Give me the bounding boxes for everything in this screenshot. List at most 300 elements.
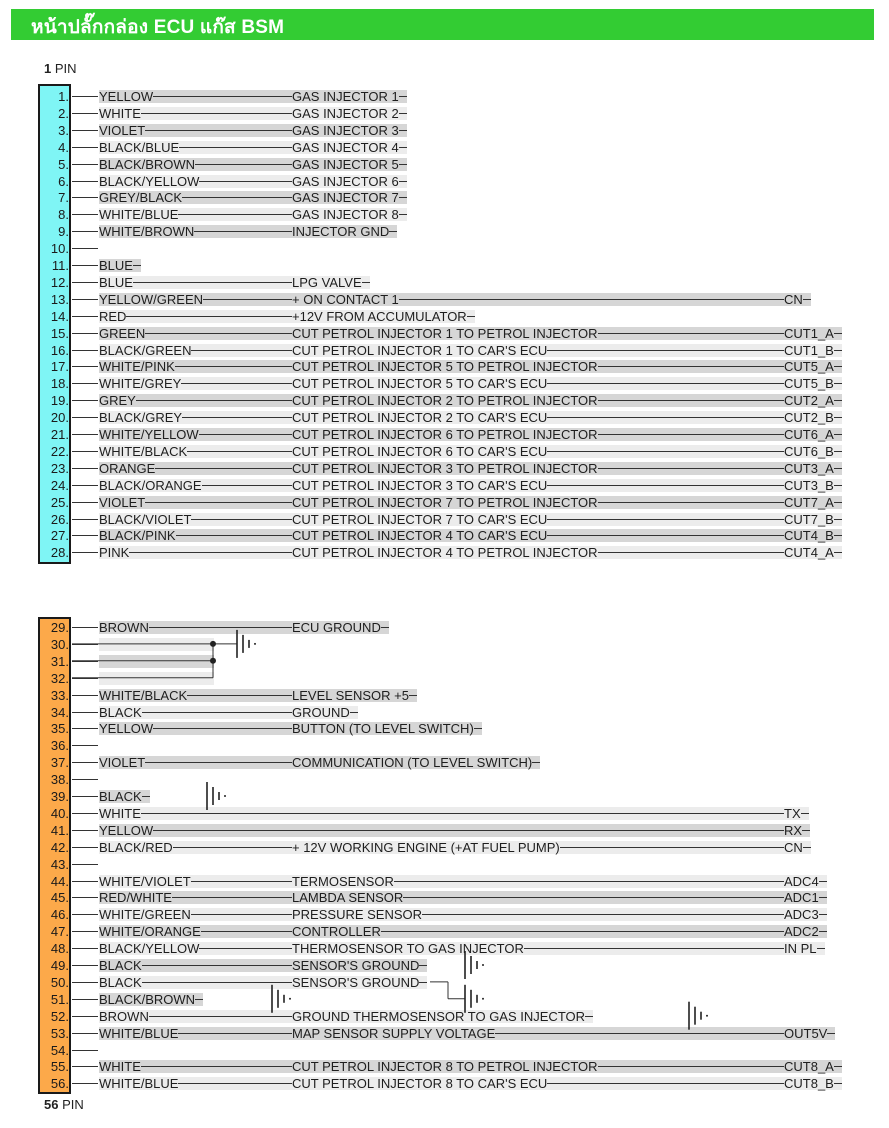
wire-color-label: BLACK [99, 974, 142, 990]
wire-color-label: BLACK/YELLOW [99, 941, 200, 957]
pin-function-label: CUT PETROL INJECTOR 3 TO PETROL INJECTOR [292, 460, 598, 476]
wire-line [399, 181, 407, 182]
pin-lead-line [72, 181, 98, 182]
wire-color-label: VIOLET [99, 755, 146, 771]
wire-color-label: YELLOW [99, 721, 154, 737]
wire-line [802, 830, 810, 831]
pin-lead-line [72, 728, 98, 729]
pin-number: 2. [58, 105, 69, 121]
wire-line [399, 96, 407, 97]
pin-lead-line [72, 451, 98, 452]
wire-line [817, 948, 825, 949]
pin-lead-line [72, 745, 98, 746]
pin-row [0, 544, 889, 561]
wire-line [129, 552, 292, 553]
wire-color-label: VIOLET [99, 122, 146, 138]
wire-color-label: WHITE/YELLOW [99, 427, 199, 442]
wire-line [467, 316, 475, 317]
pin-function-label: THERMOSENSOR TO GAS INJECTOR [292, 941, 524, 957]
wire-line [834, 350, 842, 351]
wire-line [199, 434, 292, 435]
pin-lead-line [72, 948, 98, 949]
wire-line [394, 881, 784, 882]
wire-color-label: BLACK/GREEN [99, 342, 192, 358]
pin-function-label: CUT PETROL INJECTOR 6 TO PETROL INJECTOR [292, 427, 598, 442]
wire-line [182, 417, 292, 418]
pin-lead-line [72, 1066, 98, 1067]
pin-row [0, 173, 889, 190]
pin-function-label: CUT PETROL INJECTOR 2 TO PETROL INJECTOR [292, 393, 598, 409]
wire-color-label: BLACK/VIOLET [99, 511, 192, 527]
pin-row [0, 240, 889, 257]
wire-line [819, 897, 827, 898]
pin-row [0, 1058, 889, 1075]
pin-function-label: LPG VALVE [292, 274, 362, 290]
wire-line [524, 948, 784, 949]
pin-row [0, 906, 889, 923]
wire-line [142, 796, 150, 797]
wire-color-label: BLUE [99, 274, 133, 290]
pin-row [0, 636, 889, 653]
pin-row [0, 460, 889, 477]
pin-row [0, 426, 889, 443]
pin-lead-line [72, 400, 98, 401]
pin-function-label: CUT PETROL INJECTOR 8 TO CAR'S ECU [292, 1076, 548, 1092]
wire-line [178, 1083, 292, 1084]
wire-color-label: BLACK/BROWN [99, 991, 196, 1007]
pin-number: 14. [50, 308, 69, 324]
pin-row [0, 223, 889, 240]
wire-color-label: WHITE [99, 105, 141, 121]
wire-line [133, 265, 141, 266]
pin-number: 56. [50, 1076, 69, 1092]
pin-number: 33. [50, 687, 69, 703]
wire-color-label: WHITE/VIOLET [99, 873, 191, 889]
pin-number: 37. [50, 755, 69, 771]
wire-line [142, 712, 292, 713]
pin-lead-line [72, 678, 98, 679]
pin-function-label: GAS INJECTOR 7 [292, 190, 399, 206]
signal-label: ADC3 [784, 907, 819, 923]
wire-line [187, 451, 292, 452]
pin-row [0, 443, 889, 460]
wire-color-label: WHITE/BLUE [99, 207, 179, 223]
pin-lead-line [72, 999, 98, 1000]
pin-lead-line [72, 502, 98, 503]
wire-color-label: GREEN [99, 325, 146, 341]
pin-function-label: TERMOSENSOR [292, 873, 394, 889]
wire-line [819, 931, 827, 932]
pin-row [0, 873, 889, 890]
wire-line [834, 434, 842, 435]
signal-label: TX [784, 805, 801, 821]
wire-color-label: BROWN [99, 1008, 149, 1024]
pin-lead-line [72, 982, 98, 983]
wire-line [182, 197, 292, 198]
wire-line [399, 214, 407, 215]
pin-number: 4. [58, 139, 69, 155]
wire-color-label: WHITE/GREY [99, 376, 182, 392]
pin-lead-line [72, 1050, 98, 1051]
wire-line [199, 181, 292, 182]
pin-number: 42. [50, 839, 69, 855]
pin-number: 17. [50, 359, 69, 375]
pin-row [0, 257, 889, 274]
wire-line [194, 231, 292, 232]
pin-function-label: GAS INJECTOR 3 [292, 122, 399, 138]
wire-line [191, 914, 292, 915]
row-highlight [99, 672, 214, 685]
wire-color-label: WHITE/PINK [99, 359, 175, 375]
wire-line [598, 434, 784, 435]
wire-color-label: WHITE/BLACK [99, 443, 188, 459]
wire-color-label: BLACK [99, 958, 142, 973]
wire-line [819, 881, 827, 882]
signal-label: RX [784, 822, 803, 838]
wire-line [474, 728, 482, 729]
pin-lead-line [72, 113, 98, 114]
pin-function-label: CUT PETROL INJECTOR 8 TO PETROL INJECTOR [292, 1059, 598, 1075]
pin-row [0, 189, 889, 206]
pin-number: 31. [50, 653, 69, 669]
wire-line [126, 316, 292, 317]
signal-label: CUT4_B [784, 528, 834, 544]
pin-row [0, 1008, 889, 1025]
pin-row [0, 974, 889, 991]
wire-line [145, 762, 292, 763]
wire-line [199, 948, 292, 949]
signal-label: CUT5_B [784, 376, 834, 392]
wire-line [142, 965, 292, 966]
pin-function-label: CUT PETROL INJECTOR 2 TO CAR'S ECU [292, 410, 548, 426]
pin-function-label: CUT PETROL INJECTOR 5 TO CAR'S ECU [292, 376, 548, 392]
wire-color-label: GREY/BLACK [99, 190, 183, 206]
pin-number: 5. [58, 156, 69, 172]
wire-line [834, 333, 842, 334]
wire-line [547, 519, 784, 520]
pin-lead-line [72, 830, 98, 831]
wire-line [547, 417, 784, 418]
pin-number: 36. [50, 738, 69, 754]
wire-line [409, 695, 417, 696]
signal-label: IN PL [784, 941, 817, 957]
wire-line [178, 214, 292, 215]
wire-line [181, 383, 292, 384]
wire-line [547, 1083, 784, 1084]
pin-function-label: BUTTON (TO LEVEL SWITCH) [292, 721, 474, 737]
pin-row [0, 991, 889, 1008]
wire-line [149, 1016, 292, 1017]
pin-row [0, 88, 889, 105]
pin-number: 39. [50, 789, 69, 804]
wire-line [834, 519, 842, 520]
pin-row [0, 477, 889, 494]
wire-line [399, 299, 784, 300]
wire-line [598, 400, 784, 401]
wire-line [834, 400, 842, 401]
pin-function-label: CUT PETROL INJECTOR 6 TO CAR'S ECU [292, 443, 548, 459]
wire-line [803, 299, 811, 300]
pin-row [0, 392, 889, 409]
pin-row [0, 409, 889, 426]
pin-lead-line [72, 231, 98, 232]
pin-row [0, 1075, 889, 1092]
pin-row [0, 494, 889, 511]
pin-function-label: CUT PETROL INJECTOR 1 TO CAR'S ECU [292, 342, 548, 358]
pin-row [0, 788, 889, 805]
signal-label: CUT8_B [784, 1076, 834, 1092]
wire-line [399, 147, 407, 148]
wire-color-label: VIOLET [99, 494, 146, 510]
wire-line [403, 897, 784, 898]
pin-function-label: GROUND [292, 704, 350, 720]
pin-lead-line [72, 333, 98, 334]
pin-number: 48. [50, 941, 69, 957]
pin-lead-line [72, 644, 98, 645]
wire-line [827, 1033, 835, 1034]
wire-line [133, 282, 292, 283]
wire-color-label: BLACK/RED [99, 839, 173, 855]
pin-number: 49. [50, 958, 69, 973]
pin-function-label: SENSOR'S GROUND [292, 974, 420, 990]
signal-label: ADC2 [784, 924, 819, 940]
wire-color-label: BLACK/GREY [99, 410, 183, 426]
pin-row [0, 923, 889, 940]
wire-color-label: BLACK [99, 789, 142, 804]
wire-line [598, 333, 784, 334]
wire-line [834, 468, 842, 469]
wire-line [173, 847, 292, 848]
signal-label: CUT7_A [784, 494, 834, 510]
pin-lead-line [72, 383, 98, 384]
wire-color-label: PINK [99, 545, 130, 561]
wire-color-label: WHITE [99, 805, 141, 821]
pin-number: 51. [50, 991, 69, 1007]
wire-color-label: WHITE/BLUE [99, 1025, 179, 1041]
wire-line [419, 982, 427, 983]
wire-line [547, 451, 784, 452]
pin-number: 47. [50, 924, 69, 940]
pin-lead-line [72, 813, 98, 814]
wire-line [495, 1033, 784, 1034]
pin-row [0, 342, 889, 359]
wire-line [834, 451, 842, 452]
pin-number: 24. [50, 477, 69, 493]
pin-number: 38. [50, 772, 69, 788]
pin-row [0, 822, 889, 839]
wire-color-label: YELLOW [99, 89, 154, 104]
signal-label: ADC4 [784, 873, 819, 889]
pin-lead-line [72, 130, 98, 131]
wire-line [585, 1016, 593, 1017]
wire-line [547, 535, 784, 536]
connector-top-label: 1 PIN [44, 61, 77, 76]
wire-line [350, 712, 358, 713]
pin-row [0, 839, 889, 856]
pin-lead-line [72, 96, 98, 97]
wire-line [203, 299, 292, 300]
pin-row [0, 720, 889, 737]
pin-number: 19. [50, 393, 69, 409]
pin-number: 26. [50, 511, 69, 527]
pin-row [0, 754, 889, 771]
wire-line [172, 897, 292, 898]
pin-function-label: GAS INJECTOR 2 [292, 105, 399, 121]
signal-label: CUT7_B [784, 511, 834, 527]
pin-function-label: CUT PETROL INJECTOR 7 TO PETROL INJECTOR [292, 494, 598, 510]
wire-line [195, 999, 203, 1000]
pin-row [0, 511, 889, 528]
wire-color-label: RED [99, 308, 127, 324]
wire-color-label: WHITE/ORANGE [99, 924, 201, 940]
pin-row [0, 940, 889, 957]
wire-line [547, 383, 784, 384]
pin-row [0, 619, 889, 636]
wire-line [560, 847, 784, 848]
pin-number: 3. [58, 122, 69, 138]
pin-function-label: COMMUNICATION (TO LEVEL SWITCH) [292, 755, 533, 771]
row-highlight [99, 638, 214, 651]
pin-function-label: INJECTOR GND [292, 224, 390, 240]
pin-function-label: + ON CONTACT 1 [292, 291, 399, 307]
pin-row [0, 527, 889, 544]
pin-function-label: CUT PETROL INJECTOR 5 TO PETROL INJECTOR [292, 359, 598, 375]
pin-row [0, 122, 889, 139]
wire-color-label: WHITE [99, 1059, 141, 1075]
pin-row [0, 957, 889, 974]
wire-line [532, 762, 540, 763]
pin-lead-line [72, 695, 98, 696]
wire-line [834, 1083, 842, 1084]
wire-line [362, 282, 370, 283]
row-highlight [99, 655, 214, 668]
pin-row [0, 687, 889, 704]
pin-function-label: CUT PETROL INJECTOR 3 TO CAR'S ECU [292, 477, 548, 493]
pin-function-label: GAS INJECTOR 1 [292, 89, 399, 104]
pin-lead-line [72, 965, 98, 966]
wire-line [598, 1066, 784, 1067]
pin-number: 16. [50, 342, 69, 358]
wire-line [834, 383, 842, 384]
pin-number: 41. [50, 822, 69, 838]
pin-lead-line [72, 434, 98, 435]
pin-number: 27. [50, 528, 69, 544]
pin-function-label: ECU GROUND [292, 620, 381, 635]
signal-label: CUT8_A [784, 1059, 834, 1075]
wire-line [547, 350, 784, 351]
pin-number: 6. [58, 173, 69, 189]
wire-color-label: BLUE [99, 258, 133, 273]
pin-lead-line [72, 1033, 98, 1034]
wire-line [399, 130, 407, 131]
wire-line [145, 130, 292, 131]
pin-number: 46. [50, 907, 69, 923]
wire-line [381, 931, 784, 932]
pin-number: 53. [50, 1025, 69, 1041]
pin-lead-line [72, 762, 98, 763]
pin-lead-line [72, 897, 98, 898]
wire-line [834, 366, 842, 367]
wire-line [153, 830, 784, 831]
pin-lead-line [72, 164, 98, 165]
wire-line [142, 982, 292, 983]
pin-number: 44. [50, 873, 69, 889]
wire-line [834, 485, 842, 486]
signal-label: CN [784, 291, 803, 307]
page-header [11, 9, 874, 40]
pin-row [0, 375, 889, 392]
wire-line [187, 695, 292, 696]
pin-row [0, 206, 889, 223]
wire-color-label: WHITE/BLACK [99, 687, 188, 703]
signal-label: CUT2_B [784, 410, 834, 426]
pin-row [0, 1042, 889, 1059]
wire-line [834, 502, 842, 503]
pin-function-label: + 12V WORKING ENGINE (+AT FUEL PUMP) [292, 839, 560, 855]
pin-row [0, 889, 889, 906]
pin-number: 25. [50, 494, 69, 510]
signal-label: CN [784, 839, 803, 855]
pin-lead-line [72, 299, 98, 300]
wire-line [598, 502, 784, 503]
pin-lead-line [72, 350, 98, 351]
signal-label: OUT5V [784, 1025, 828, 1041]
pin-function-label: CUT PETROL INJECTOR 4 TO PETROL INJECTOR [292, 545, 598, 561]
pin-row [0, 358, 889, 375]
pin-number: 52. [50, 1008, 69, 1024]
wire-line [598, 468, 784, 469]
pin-row [0, 139, 889, 156]
pin-lead-line [72, 535, 98, 536]
pin-function-label: GAS INJECTOR 5 [292, 156, 399, 172]
wire-color-label: WHITE/BROWN [99, 224, 195, 240]
pin-number: 23. [50, 460, 69, 476]
wire-line [191, 350, 292, 351]
pin-number: 12. [50, 274, 69, 290]
pin-number: 20. [50, 410, 69, 426]
pin-row [0, 105, 889, 122]
pin-function-label: +12V FROM ACCUMULATOR [292, 308, 467, 324]
pin-number: 1. [58, 89, 69, 104]
wire-line [399, 113, 407, 114]
wire-color-label: BLACK [99, 704, 142, 720]
wire-line [149, 627, 292, 628]
pin-number: 55. [50, 1059, 69, 1075]
pin-lead-line [72, 248, 98, 249]
pin-number: 35. [50, 721, 69, 737]
pin-function-label: GROUND THERMOSENSOR TO GAS INJECTOR [292, 1008, 586, 1024]
wire-line [801, 813, 809, 814]
pin-lead-line [72, 316, 98, 317]
pin-function-label: CUT PETROL INJECTOR 7 TO CAR'S ECU [292, 511, 548, 527]
wire-line [191, 881, 292, 882]
pin-function-label: CONTROLLER [292, 924, 381, 940]
pin-row [0, 291, 889, 308]
pin-lead-line [72, 197, 98, 198]
wire-line [399, 197, 407, 198]
wire-color-label: BLACK/BLUE [99, 139, 180, 155]
pin-row [0, 737, 889, 754]
wire-line [419, 965, 427, 966]
pin-lead-line [72, 931, 98, 932]
pin-lead-line [72, 265, 98, 266]
wire-line [834, 552, 842, 553]
pin-number: 21. [50, 427, 69, 442]
pin-lead-line [72, 468, 98, 469]
wire-line [141, 1066, 292, 1067]
wire-line [153, 96, 292, 97]
wire-line [598, 552, 784, 553]
